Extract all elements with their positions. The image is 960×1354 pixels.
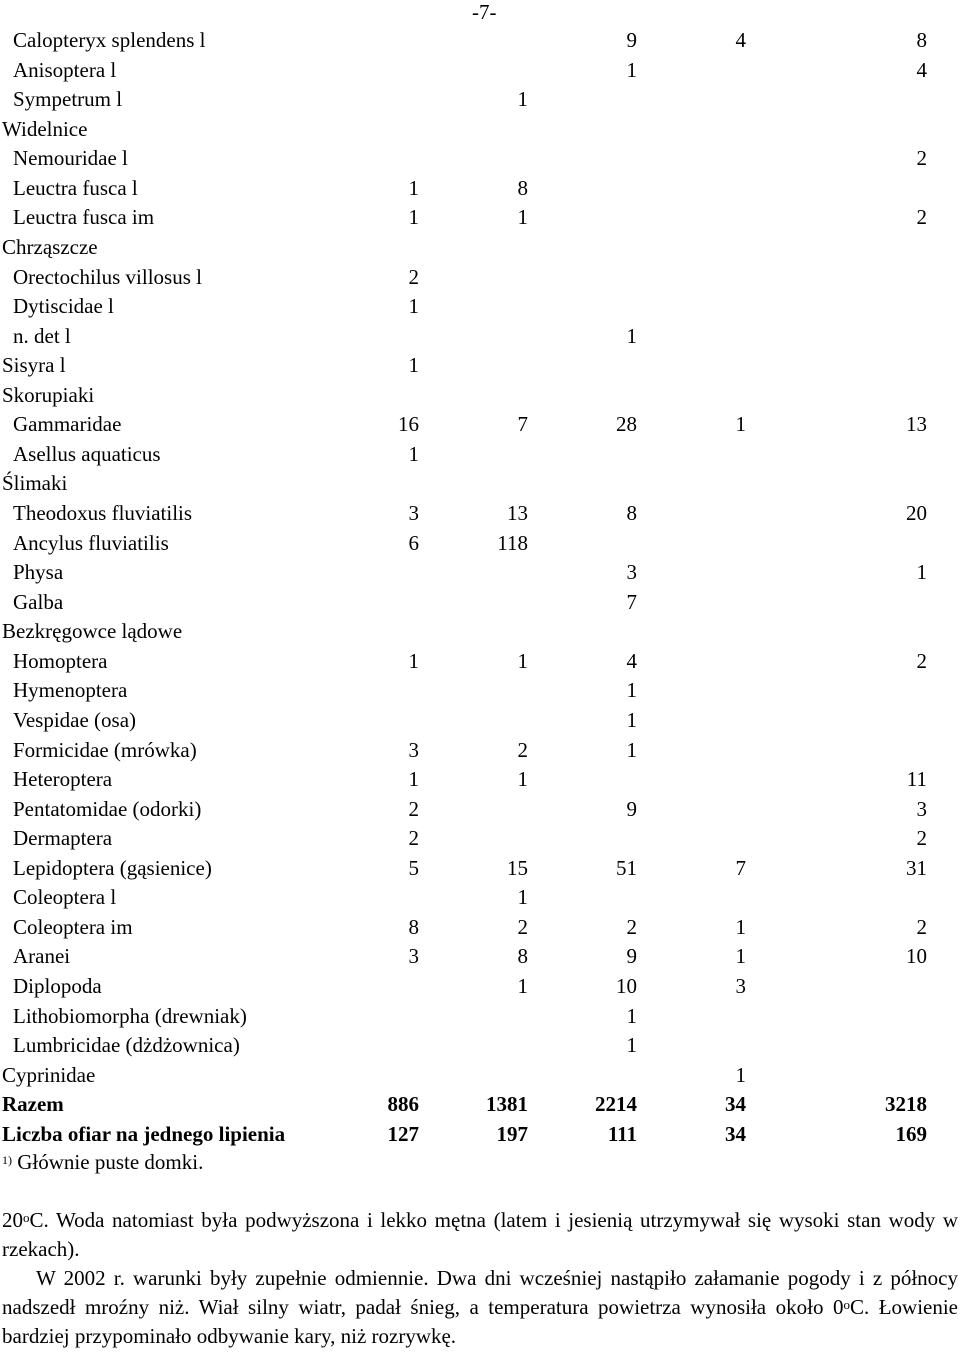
cell-c1: 3 bbox=[408, 501, 419, 525]
footnote bbox=[2, 1150, 203, 1174]
table-row bbox=[0, 203, 960, 233]
paragraph-2 bbox=[2, 1264, 958, 1351]
row-label: Gammaridae bbox=[13, 412, 122, 437]
table-row bbox=[0, 972, 960, 1002]
cell-c3: 51 bbox=[616, 855, 637, 880]
row-label: Sympetrum l bbox=[13, 87, 123, 112]
cell-c1: 2 bbox=[408, 264, 419, 289]
cell-c1: 16 bbox=[398, 412, 419, 437]
row-label: Cyprinidae bbox=[2, 1062, 96, 1087]
row-label: Dermaptera bbox=[13, 826, 113, 851]
table-row bbox=[0, 617, 960, 647]
paragraph-2-part: C. Łowienie bardziej przypominało odbywanie kary, niż rozrywkę. bbox=[2, 1295, 959, 1348]
row-label: Homoptera bbox=[13, 648, 108, 673]
cell-c1: 1 bbox=[408, 205, 419, 230]
row-label: Diplopoda bbox=[13, 974, 102, 998]
table-row bbox=[0, 854, 960, 884]
cell-c1: 1 bbox=[408, 175, 419, 200]
cell-c3: 1 bbox=[626, 323, 637, 348]
cell-c3: 3 bbox=[626, 560, 637, 585]
row-label: Aranei bbox=[13, 944, 71, 969]
cell-c1: 5 bbox=[408, 855, 419, 880]
table-row bbox=[0, 1002, 960, 1032]
cell-c1: 1 bbox=[408, 294, 419, 319]
cell-c4: 1 bbox=[735, 412, 746, 437]
table-row bbox=[0, 381, 960, 411]
degree-sup: o bbox=[23, 1210, 30, 1225]
row-label: Ślimaki bbox=[2, 471, 68, 496]
degree-sup: o bbox=[843, 1297, 850, 1312]
paragraph-1-part: C. Woda natomiast była podwyższona i lekko mętna (latem i jesienią utrzymywał się wysoki stan wody w rzekach). bbox=[2, 1208, 958, 1261]
table-row bbox=[0, 795, 960, 825]
cell-c5: 3218 bbox=[885, 1092, 927, 1117]
cell-c1: 1 bbox=[408, 648, 419, 673]
cell-c5: 4 bbox=[916, 57, 927, 82]
body-text bbox=[2, 1206, 958, 1351]
row-label: Nemouridae l bbox=[13, 146, 128, 171]
cell-c3: 8 bbox=[626, 501, 637, 525]
row-label: Physa bbox=[13, 560, 64, 585]
row-label: Anisoptera l bbox=[13, 57, 117, 82]
cell-c3: 9 bbox=[626, 944, 637, 969]
paragraph-2-part: W 2002 r. warunki były zupełnie odmiennie. Dwa dni wcześniej nastąpiło załamanie pogody i z północy nadszedł mroźny niż. Wiał silny wiatr, padał śnieg, a temperatura powietrza wynosiła około 0 bbox=[2, 1266, 958, 1319]
row-label: Dytiscidae l bbox=[13, 294, 114, 319]
table-row bbox=[0, 588, 960, 618]
cell-c3: 2214 bbox=[595, 1092, 637, 1117]
cell-c2: 197 bbox=[496, 1121, 528, 1146]
cell-c2: 1 bbox=[517, 205, 528, 230]
cell-c4: 7 bbox=[735, 855, 746, 880]
cell-c1: 8 bbox=[408, 914, 419, 939]
table-row bbox=[0, 1061, 960, 1091]
table-row bbox=[0, 322, 960, 352]
cell-c2: 8 bbox=[517, 175, 528, 200]
table-row bbox=[0, 233, 960, 263]
table-row bbox=[0, 410, 960, 440]
cell-c3: 9 bbox=[626, 28, 637, 52]
row-label: Theodoxus fluviatilis bbox=[13, 501, 193, 525]
cell-c1: 1 bbox=[408, 767, 419, 792]
row-label: Bezkręgowce lądowe bbox=[2, 619, 183, 644]
cell-c5: 20 bbox=[906, 501, 927, 525]
table-row bbox=[0, 85, 960, 115]
row-label: Orectochilus villosus l bbox=[13, 264, 202, 289]
table-row bbox=[0, 144, 960, 174]
cell-c4: 1 bbox=[735, 914, 746, 939]
cell-c3: 1 bbox=[626, 737, 637, 762]
row-label: Liczba ofiar na jednego lipienia bbox=[2, 1121, 286, 1146]
table-row bbox=[0, 736, 960, 766]
cell-c3: 10 bbox=[616, 974, 637, 998]
cell-c1: 2 bbox=[408, 826, 419, 851]
table-row bbox=[0, 263, 960, 293]
prey-table bbox=[0, 26, 960, 1149]
cell-c3: 4 bbox=[626, 648, 637, 673]
cell-c3: 1 bbox=[626, 707, 637, 732]
table-row bbox=[0, 56, 960, 86]
row-label: Leuctra fusca im bbox=[13, 205, 155, 230]
table-row bbox=[0, 765, 960, 795]
table-row bbox=[0, 942, 960, 972]
row-label: Coleoptera im bbox=[13, 914, 133, 939]
cell-c5: 13 bbox=[906, 412, 927, 437]
cell-c1: 127 bbox=[387, 1121, 419, 1146]
cell-c5: 2 bbox=[916, 648, 927, 673]
cell-c3: 1 bbox=[626, 1033, 637, 1058]
cell-c4: 3 bbox=[735, 974, 746, 998]
row-label: Lepidoptera (gąsienice) bbox=[13, 855, 212, 880]
table-row bbox=[0, 440, 960, 470]
row-label: Leuctra fusca l bbox=[13, 175, 138, 200]
cell-c3: 28 bbox=[616, 412, 637, 437]
cell-c2: 1 bbox=[517, 87, 528, 112]
row-label: Lumbricidae (dżdżownica) bbox=[13, 1033, 240, 1058]
cell-c3: 1 bbox=[626, 57, 637, 82]
table-row bbox=[0, 115, 960, 145]
cell-c2: 1 bbox=[517, 767, 528, 792]
row-label: Coleoptera l bbox=[13, 885, 117, 910]
cell-c1: 886 bbox=[387, 1092, 419, 1117]
cell-c1: 3 bbox=[408, 737, 419, 762]
cell-c2: 13 bbox=[507, 501, 528, 525]
table-row bbox=[0, 469, 960, 499]
paragraph-1 bbox=[2, 1206, 958, 1264]
cell-c5: 2 bbox=[916, 914, 927, 939]
cell-c5: 2 bbox=[916, 146, 927, 171]
row-label: Heteroptera bbox=[13, 767, 113, 792]
table-row bbox=[0, 1031, 960, 1061]
row-label: Widelnice bbox=[2, 116, 88, 141]
cell-c2: 1 bbox=[517, 648, 528, 673]
table-row bbox=[0, 499, 960, 529]
cell-c1: 6 bbox=[408, 530, 419, 555]
cell-c2: 8 bbox=[517, 944, 528, 969]
table-row bbox=[0, 824, 960, 854]
cell-c5: 2 bbox=[916, 826, 927, 851]
footnote-text: Głównie puste domki. bbox=[17, 1150, 204, 1174]
cell-c3: 1 bbox=[626, 1003, 637, 1028]
table-row bbox=[0, 174, 960, 204]
cell-c5: 8 bbox=[916, 28, 927, 52]
cell-c1: 1 bbox=[408, 441, 419, 466]
row-label: n. det l bbox=[13, 323, 71, 348]
row-label: Galba bbox=[13, 589, 64, 614]
cell-c2: 1 bbox=[517, 974, 528, 998]
table-row bbox=[0, 26, 960, 56]
cell-c2: 118 bbox=[497, 530, 528, 555]
cell-c3: 111 bbox=[607, 1121, 637, 1146]
table-row bbox=[0, 351, 960, 381]
row-label: Hymenoptera bbox=[13, 678, 128, 703]
table-row bbox=[0, 558, 960, 588]
table-row bbox=[0, 913, 960, 943]
table-row bbox=[0, 706, 960, 736]
cell-c3: 2 bbox=[626, 914, 637, 939]
row-label: Asellus aquaticus bbox=[13, 441, 161, 466]
table-row bbox=[0, 883, 960, 913]
cell-c5: 169 bbox=[895, 1121, 927, 1146]
paragraph-1-part: 20 bbox=[2, 1208, 23, 1232]
page-number: -7- bbox=[472, 0, 497, 24]
cell-c5: 1 bbox=[916, 560, 927, 585]
cell-c2: 1 bbox=[517, 885, 528, 910]
row-label: Chrząszcze bbox=[2, 234, 98, 259]
cell-c5: 11 bbox=[906, 767, 927, 792]
table-row bbox=[0, 647, 960, 677]
cell-c3: 7 bbox=[626, 589, 637, 614]
cell-c3: 9 bbox=[626, 796, 637, 821]
cell-c2: 1381 bbox=[486, 1092, 528, 1117]
row-label: Vespidae (osa) bbox=[13, 707, 137, 732]
cell-c4: 34 bbox=[725, 1121, 746, 1146]
row-label: Calopteryx splendens l bbox=[13, 28, 206, 52]
footnote-marker: 1) bbox=[2, 1153, 12, 1167]
row-label: Razem bbox=[2, 1092, 64, 1117]
row-label: Sisyra l bbox=[2, 353, 66, 378]
cell-c4: 34 bbox=[725, 1092, 746, 1117]
row-label: Ancylus fluviatilis bbox=[13, 530, 169, 555]
cell-c2: 7 bbox=[517, 412, 528, 437]
cell-c5: 2 bbox=[916, 205, 927, 230]
table-row bbox=[0, 529, 960, 559]
cell-c2: 15 bbox=[507, 855, 528, 880]
table-row bbox=[0, 676, 960, 706]
cell-c5: 10 bbox=[906, 944, 927, 969]
row-label: Lithobiomorpha (drewniak) bbox=[13, 1003, 247, 1028]
row-label: Pentatomidae (odorki) bbox=[13, 796, 202, 821]
table-row bbox=[0, 1090, 960, 1120]
cell-c4: 1 bbox=[735, 1062, 746, 1087]
cell-c1: 3 bbox=[408, 944, 419, 969]
table-row bbox=[0, 292, 960, 322]
cell-c2: 2 bbox=[517, 737, 528, 762]
cell-c1: 2 bbox=[408, 796, 419, 821]
table-row bbox=[0, 1120, 960, 1150]
cell-c3: 1 bbox=[626, 678, 637, 703]
cell-c1: 1 bbox=[408, 353, 419, 378]
cell-c2: 2 bbox=[517, 914, 528, 939]
cell-c4: 4 bbox=[735, 28, 746, 52]
cell-c4: 1 bbox=[735, 944, 746, 969]
cell-c5: 31 bbox=[906, 855, 927, 880]
row-label: Formicidae (mrówka) bbox=[13, 737, 197, 762]
row-label: Skorupiaki bbox=[2, 382, 95, 407]
cell-c5: 3 bbox=[916, 796, 927, 821]
